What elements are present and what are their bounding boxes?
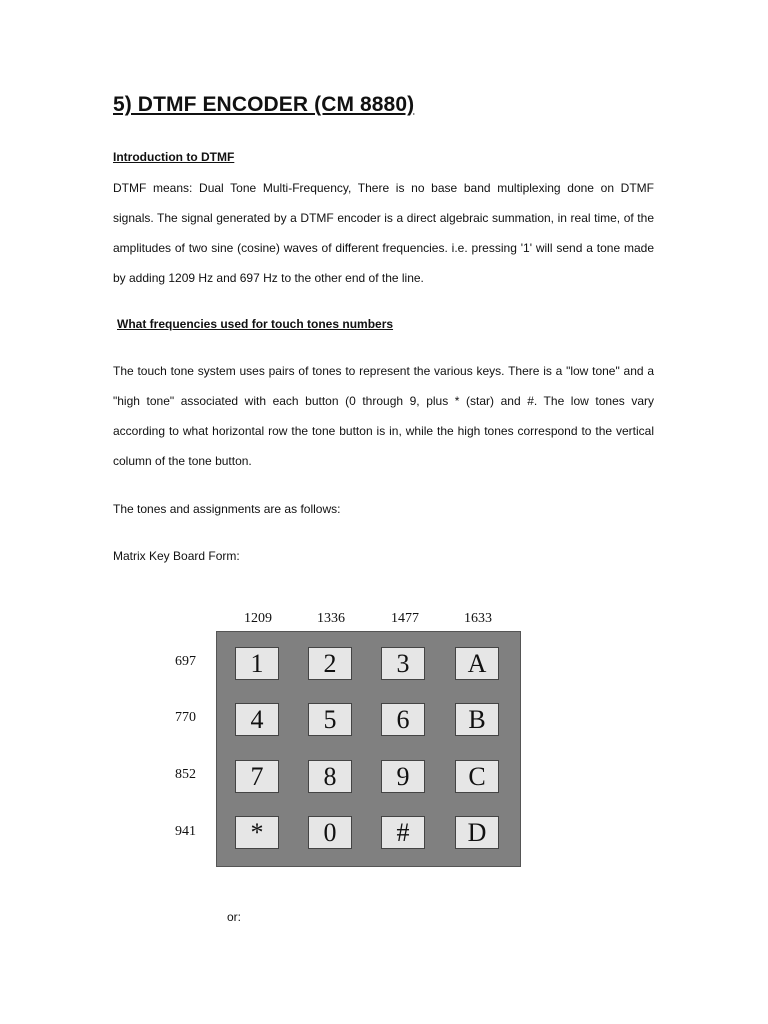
page-title: 5) DTMF ENCODER (CM 8880) xyxy=(113,93,415,116)
row-frequency: 770 xyxy=(175,710,196,725)
frequencies-heading: What frequencies used for touch tones numbers xyxy=(117,317,394,331)
key-4: 4 xyxy=(235,703,279,736)
key-hash: # xyxy=(381,816,425,849)
key-c: C xyxy=(455,760,499,793)
keypad-matrix xyxy=(216,631,521,867)
key-9: 9 xyxy=(381,760,425,793)
key-star: * xyxy=(235,816,279,849)
key-6: 6 xyxy=(381,703,425,736)
key-2: 2 xyxy=(308,647,352,680)
column-frequency: 1477 xyxy=(391,611,419,626)
or-label: or: xyxy=(227,910,242,924)
key-a: A xyxy=(455,647,499,680)
intro-heading: Introduction to DTMF xyxy=(113,150,235,164)
row-frequency: 941 xyxy=(175,824,196,839)
tones-intro-line: The tones and assignments are as follows: xyxy=(113,502,341,516)
key-7: 7 xyxy=(235,760,279,793)
key-3: 3 xyxy=(381,647,425,680)
key-8: 8 xyxy=(308,760,352,793)
key-0: 0 xyxy=(308,816,352,849)
row-frequency: 697 xyxy=(175,654,196,669)
intro-paragraph: DTMF means: Dual Tone Multi-Frequency, There is no base band multiplexing done on DTMF signals. The signal generated by a DTMF encoder is a direct algebraic summation, in real time, of the amplitudes of two sine (cosine) waves of different frequencies. i.e. pressing '1' will send a tone made by adding 1209 Hz and 697 Hz to the other end of the line. xyxy=(113,181,654,285)
key-b: B xyxy=(455,703,499,736)
frequencies-paragraph: The touch tone system uses pairs of tones to represent the various keys. There is a "low tone" and a "high tone" associated with each button (0 through 9, plus * (star) and #. The low tones vary according to what horizontal row the tone button is in, while the high tones correspond to the vertical column of the tone button. xyxy=(113,364,654,468)
key-5: 5 xyxy=(308,703,352,736)
column-frequency: 1336 xyxy=(317,611,345,626)
matrix-label: Matrix Key Board Form: xyxy=(113,549,240,563)
key-d: D xyxy=(455,816,499,849)
row-frequency: 852 xyxy=(175,767,196,782)
column-frequency: 1209 xyxy=(244,611,272,626)
key-1: 1 xyxy=(235,647,279,680)
column-frequency: 1633 xyxy=(464,611,492,626)
